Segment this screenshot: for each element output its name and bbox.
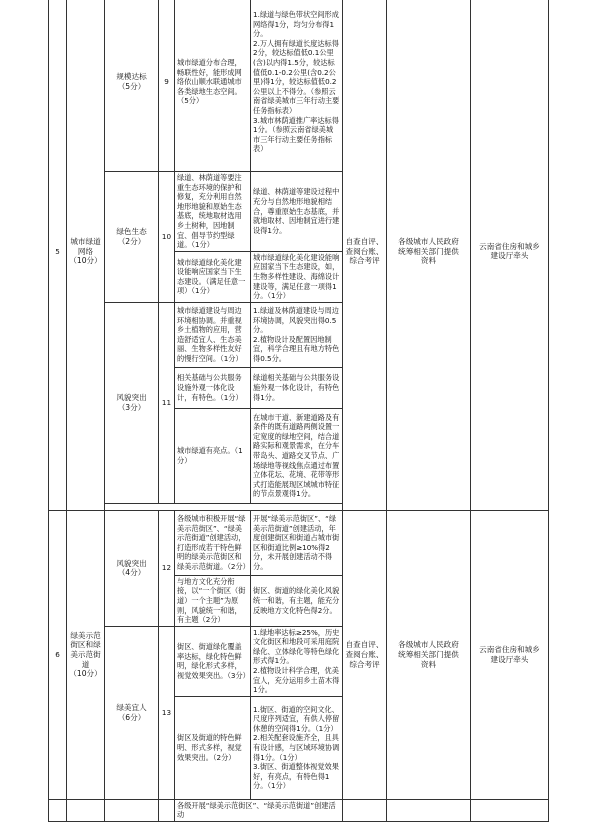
row-number: 5 xyxy=(49,0,67,510)
subcategory-cell: 风貌突出 （3分） xyxy=(105,302,159,503)
lead-cell: 云南省住房和城乡 建设厅牵头 xyxy=(471,510,549,799)
index-cell: 10 xyxy=(159,172,175,303)
standard-cell: 街区、街道的绿化美化风貌统一和谐，有主题，能充分反映地方文化特色得2分。 xyxy=(251,575,343,626)
subcategory-cell: 规模达标 （5分） xyxy=(105,0,159,172)
provider-cell: 各级城市人民政府 统筹相关部门提供 资料 xyxy=(387,0,471,510)
spacer-cell xyxy=(105,503,343,510)
method-cell: 自查自评、 查阅台账、 综合考评 xyxy=(343,510,387,799)
standard-cell: 1.绿道与绿色带状空间形成网络得1分，均匀分布得1分。 2.万人拥有绿道长度达标得2分，较达标值低0.1公里(含)以内得1.5分，较达标值低0.1-0.2公里(含0.2公里)得1分，较达标值低0.2公里以上不得分。（参照云南省绿美城市三年行动主要任务指标表） 3.城市林荫道推广率达标得1分。（参照云南省绿美城市三年行动主要任务指标表） xyxy=(251,0,343,172)
index-cell: 9 xyxy=(159,0,175,172)
subcategory-cell: 绿美宜人 （6分） xyxy=(105,626,159,799)
requirement-cell: 各级城市积极开展“绿美示范街区”、“绿美示范街道”创建活动，打造形成若干特色鲜明的绿美示范街区和绿美示范街道。（2分） xyxy=(175,510,251,575)
cut-cell xyxy=(343,799,387,821)
requirement-cell: 相关基础与公共服务设施外观一体化设计，有特色。（1分） xyxy=(175,367,251,408)
standard-cell: 1.街区、街道的空间文化、尺度序列适宜，有供人停留休憩的空间得1分。（1分） 2.相关配套设施齐全，且具有设计感，与区域环境协调得1分。（1分） 3.街区、街道整体视觉效果好，有亮点，有特色得1分。（1分） xyxy=(251,696,343,799)
standard-cell: 在城市干道、新建道路及有条件的既有道路两侧设置一定宽度的绿地空间，结合道路实际和观景需求，在分车带岛头、道路交叉节点、广场绿地等视线焦点通过布置立体花坛、花境、花带等形式打造能展现区域城市特征的节点景观得1分。 xyxy=(251,408,343,503)
cut-cell xyxy=(67,799,105,821)
cut-cell xyxy=(159,799,175,821)
provider-cell: 各级城市人民政府 统筹相关部门提供 资料 xyxy=(387,510,471,799)
standard-cell: 绿道相关基础与公共服务设施外观一体化设计，有特色得1分。 xyxy=(251,367,343,408)
subcategory-cell: 绿色生态 （2分） xyxy=(105,172,159,303)
standard-cell: 1.绿地率达标≥25%，历史文化街区和地段可采用庭院绿化、立体绿化等特色绿化形式得1分。 2.植物设计科学合理，优美宜人，充分运用乡土苗木得1分。 xyxy=(251,626,343,696)
cut-off-text: 各级开展“绿美示范街区”、“绿美示范街道”创建活动 xyxy=(175,799,343,821)
requirement-cell: 街区、街道绿化覆盖率达标，绿化特色鲜明，绿化形式多样，视觉效果突出。（3分） xyxy=(175,626,251,696)
row-number: 6 xyxy=(49,510,67,799)
method-cell: 自查自评、 查阅台账、 综合考评 xyxy=(343,0,387,510)
cut-cell xyxy=(49,799,67,821)
requirement-cell: 城市绿道分布合理，畅联性好，能形成网络依山顺水联通城市各类绿地生态空间。（5分） xyxy=(175,0,251,172)
index-cell: 11 xyxy=(159,302,175,503)
evaluation-table xyxy=(48,0,549,822)
requirement-cell: 街区及街道的特色鲜明、形式多样，视觉效果突出。（2分） xyxy=(175,696,251,799)
requirement-cell: 城市绿道建设与周边环境相协调。并重视乡土植物的应用，营造舒适宜人、生态美丽、生物多样性友好的慢行空间。（1分） xyxy=(175,302,251,367)
cut-cell xyxy=(471,799,549,821)
subcategory-cell: 风貌突出 （4分） xyxy=(105,510,159,626)
standard-cell: 开展“绿美示范街区”、“绿美示范街道”创建活动，年度创建街区和街道占城市街区和街道比例≥10%得2分，未开展创建活动不得分。 xyxy=(251,510,343,575)
requirement-cell: 绿道、林荫道等要注重生态环境的保护和修复，充分利用自然地形地貌和原始生态基底，统地取材选用乡土树种，因地制宜、倡导节约型绿道。（1分） xyxy=(175,172,251,252)
requirement-cell: 城市绿道绿化美化建设能响应国家当下生态建设。（满足任意一项）（1分） xyxy=(175,251,251,302)
lead-cell: 云南省住房和城乡 建设厅牵头 xyxy=(471,0,549,510)
cut-cell xyxy=(387,799,471,821)
category-cell: 城市绿道网络 （10分） xyxy=(67,0,105,510)
category-cell: 绿美示范街区和绿美示范街道 （10分） xyxy=(67,510,105,799)
standard-cell: 城市绿道绿化美化建设能响应国家当下生态建设，如，生物多样性建设、海绵设计建设等，满足任意一项得1分。（1分） xyxy=(251,251,343,302)
requirement-cell: 与地方文化充分衔接，以“一个街区（街道）一个主题”为原则，风貌统一和谐，有主题（2分） xyxy=(175,575,251,626)
standard-cell: 绿道、林荫道等建设过程中充分与自然地形地貌相结合，尊重原始生态基底，并就地取材、因地制宜进行建设得1分。 xyxy=(251,172,343,252)
index-cell: 12 xyxy=(159,510,175,626)
index-cell: 13 xyxy=(159,626,175,799)
requirement-cell: 城市绿道有亮点。（1分） xyxy=(175,408,251,503)
standard-cell: 1.绿道及林荫道建设与周边环境协调，风貌突出得0.5分。 2.植物设计及配置因地制宜，科学合理且有地方特色得0.5分。 xyxy=(251,302,343,367)
cut-cell xyxy=(105,799,159,821)
